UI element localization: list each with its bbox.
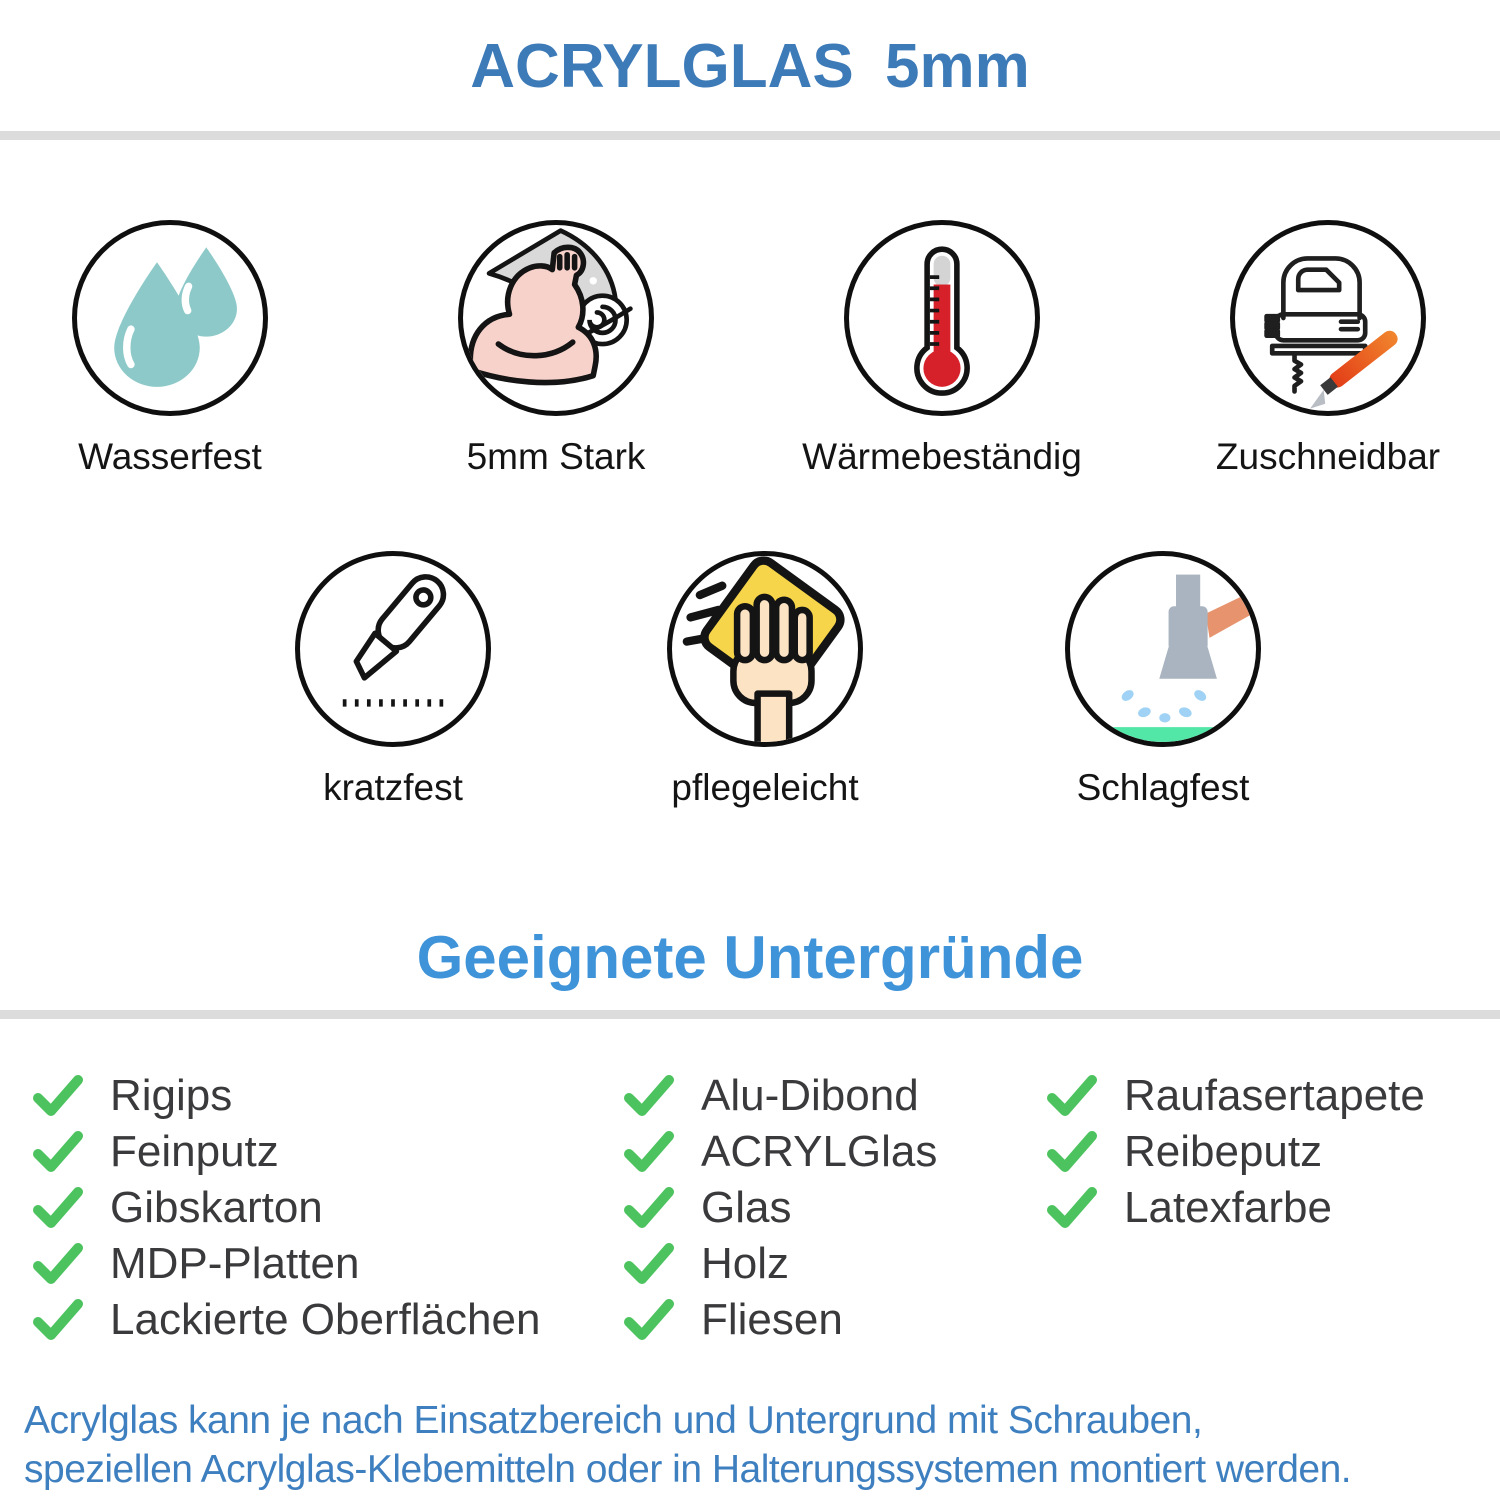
feature-pflegeleicht bbox=[595, 551, 935, 809]
feature-wasserfest bbox=[0, 220, 340, 478]
list-item bbox=[32, 1292, 540, 1348]
cleaning-hand-icon bbox=[667, 551, 863, 747]
list-item bbox=[1046, 1124, 1425, 1180]
surfaces-column-3 bbox=[1046, 1068, 1425, 1236]
check-icon bbox=[1046, 1130, 1098, 1174]
divider-bar-top bbox=[0, 131, 1500, 140]
list-item bbox=[623, 1068, 937, 1124]
surface-label: Alu-Dibond bbox=[701, 1071, 919, 1120]
list-item bbox=[32, 1180, 540, 1236]
feature-label: Wasserfest bbox=[78, 436, 262, 477]
list-item bbox=[1046, 1068, 1425, 1124]
mounting-note bbox=[24, 1396, 1351, 1494]
feature-waermebestaendig bbox=[772, 220, 1112, 478]
surface-label: Lackierte Oberflächen bbox=[110, 1295, 541, 1344]
check-icon bbox=[1046, 1186, 1098, 1230]
list-item bbox=[32, 1124, 540, 1180]
feature-label: kratzfest bbox=[323, 767, 463, 808]
check-icon bbox=[32, 1242, 84, 1286]
check-icon bbox=[623, 1186, 675, 1230]
check-icon bbox=[1046, 1074, 1098, 1118]
surface-label: Holz bbox=[701, 1239, 790, 1288]
surface-label: Latexfarbe bbox=[1124, 1183, 1332, 1232]
mounting-note-line2: speziellen Acrylglas-Klebemitteln oder in Halterungssystemen montiert werden. bbox=[24, 1448, 1352, 1491]
surface-label: Feinputz bbox=[110, 1127, 279, 1176]
muscle-roll-icon bbox=[458, 220, 654, 416]
surface-label: Rigips bbox=[110, 1071, 233, 1120]
surface-label: MDP-Platten bbox=[110, 1239, 360, 1288]
feature-label: Wärmebeständig bbox=[802, 436, 1082, 477]
list-item bbox=[623, 1292, 937, 1348]
check-icon bbox=[32, 1298, 84, 1342]
surface-label: Glas bbox=[701, 1183, 792, 1232]
mounting-note-line1: Acrylglas kann je nach Einsatzbereich und Untergrund mit Schrauben, bbox=[24, 1399, 1203, 1442]
utility-knife-icon bbox=[295, 551, 491, 747]
check-icon bbox=[32, 1186, 84, 1230]
check-icon bbox=[623, 1074, 675, 1118]
hammer-icon bbox=[1065, 551, 1261, 747]
section-title-untergruende: Geeignete Untergründe bbox=[416, 924, 1084, 991]
water-drops-icon bbox=[72, 220, 268, 416]
surface-label: Reibeputz bbox=[1124, 1127, 1323, 1176]
check-icon bbox=[32, 1130, 84, 1174]
divider-bar-middle bbox=[0, 1010, 1500, 1019]
list-item bbox=[623, 1124, 937, 1180]
surface-label: Raufasertapete bbox=[1124, 1071, 1425, 1120]
check-icon bbox=[623, 1298, 675, 1342]
surface-label: Gibskarton bbox=[110, 1183, 323, 1232]
feature-label: pflegeleicht bbox=[671, 767, 859, 808]
check-icon bbox=[32, 1074, 84, 1118]
list-item bbox=[32, 1236, 540, 1292]
feature-label: Zuschneidbar bbox=[1215, 436, 1441, 477]
feature-label: Schlagfest bbox=[1076, 767, 1250, 808]
surface-label: Fliesen bbox=[701, 1295, 843, 1344]
check-icon bbox=[623, 1130, 675, 1174]
feature-5mm-stark bbox=[386, 220, 726, 478]
jigsaw-cutter-icon bbox=[1230, 220, 1426, 416]
list-item bbox=[32, 1068, 540, 1124]
check-icon bbox=[623, 1242, 675, 1286]
surface-label: ACRYLGlas bbox=[701, 1127, 938, 1176]
page-title: ACRYLGLAS 5mm bbox=[470, 32, 1030, 101]
list-item bbox=[623, 1180, 937, 1236]
feature-schlagfest bbox=[993, 551, 1333, 809]
thermometer-icon bbox=[844, 220, 1040, 416]
feature-label: 5mm Stark bbox=[466, 436, 646, 477]
surfaces-column-1 bbox=[32, 1068, 540, 1348]
list-item bbox=[623, 1236, 937, 1292]
list-item bbox=[1046, 1180, 1425, 1236]
surfaces-column-2 bbox=[623, 1068, 937, 1348]
feature-zuschneidbar bbox=[1158, 220, 1498, 478]
feature-kratzfest bbox=[223, 551, 563, 809]
